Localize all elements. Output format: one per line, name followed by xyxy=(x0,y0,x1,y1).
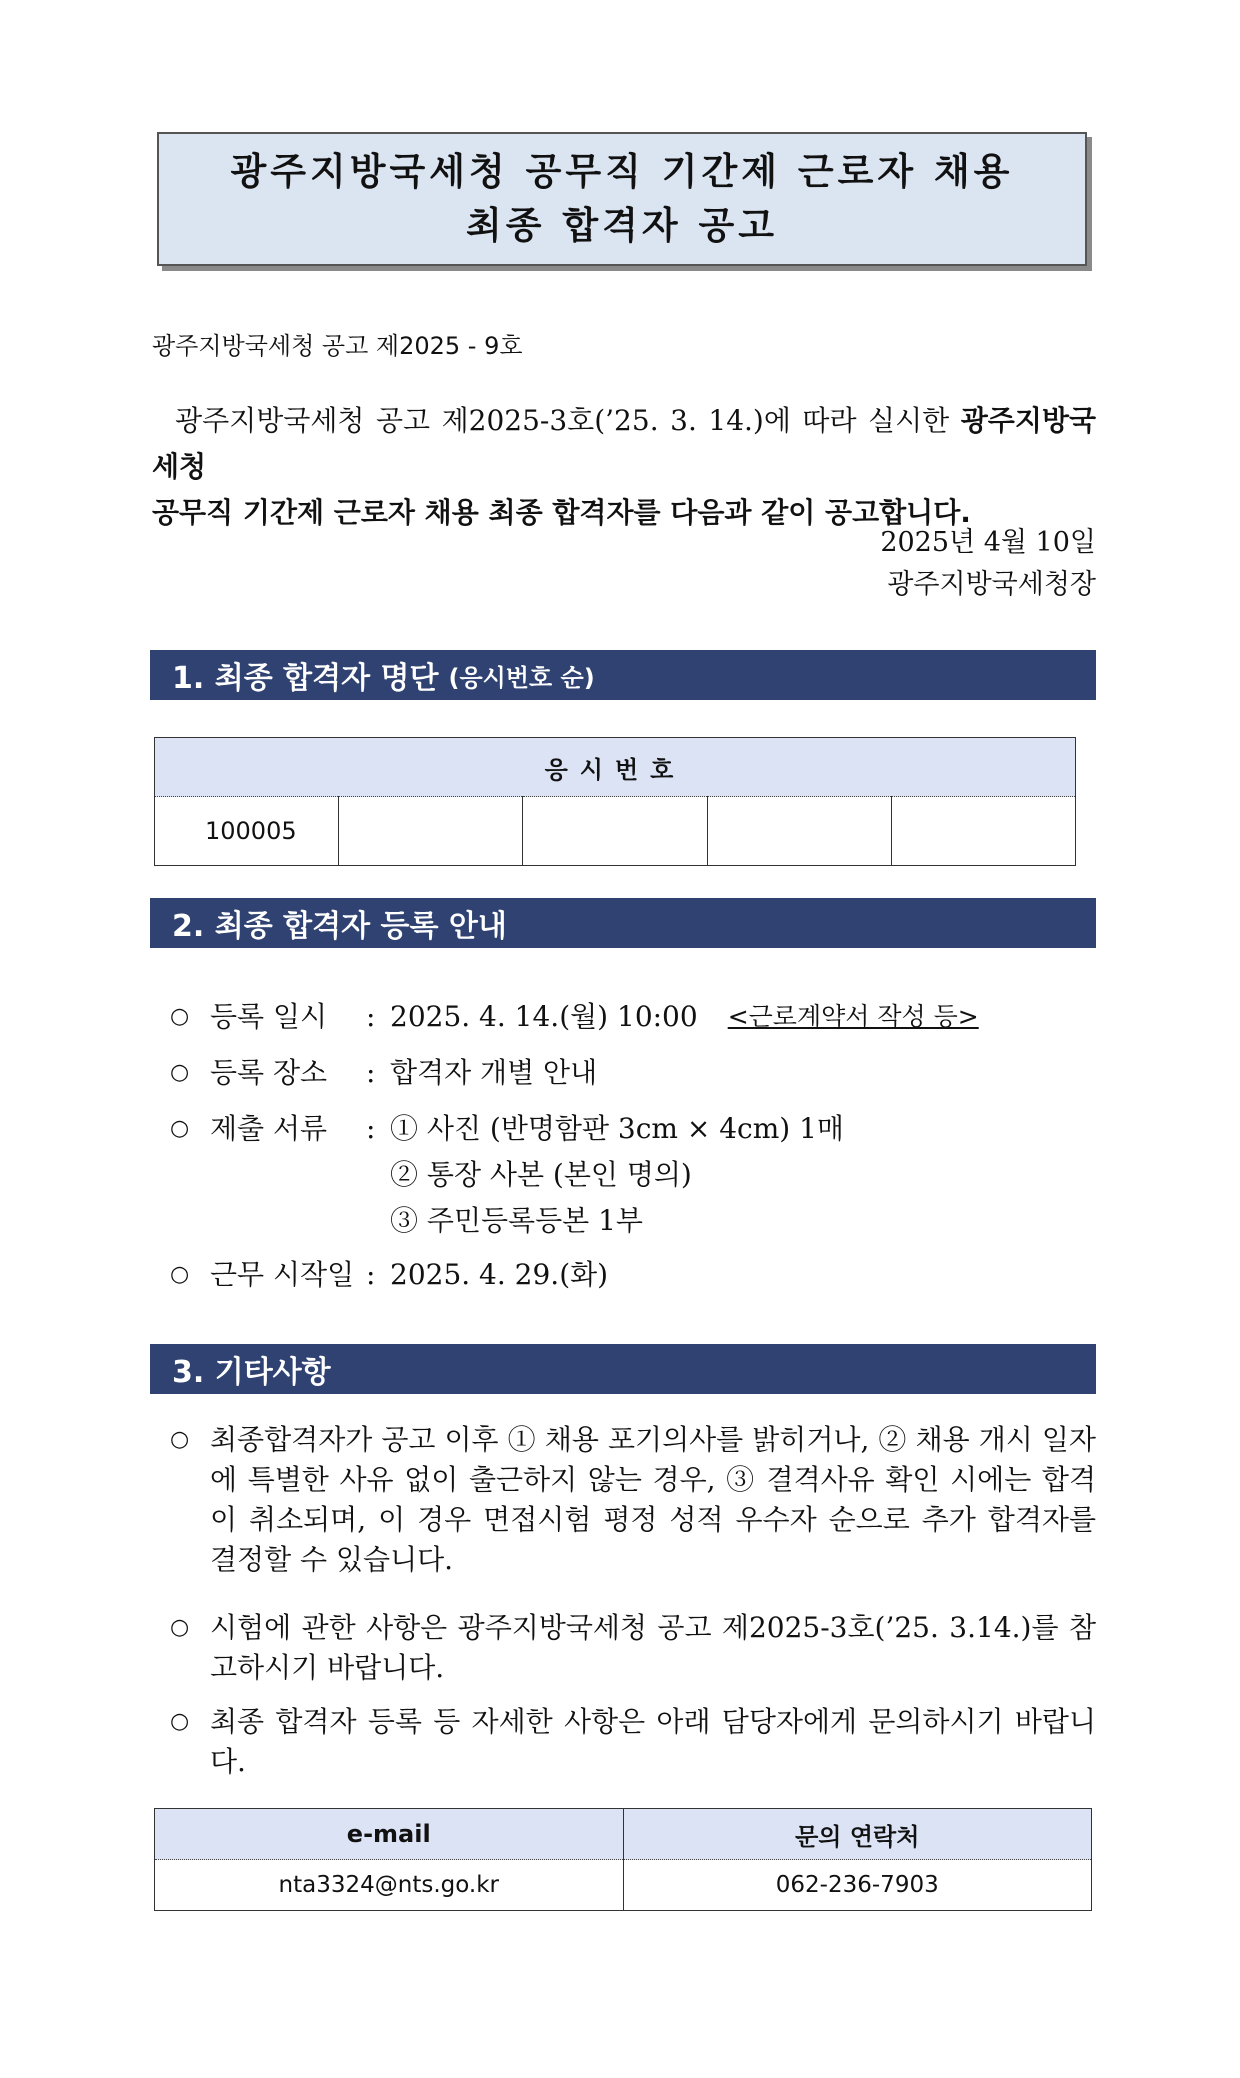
notice-paragraph xyxy=(170,1420,1096,1580)
document-item: ③ 주민등록등본 1부 xyxy=(390,1204,643,1237)
section-3-title: 3. 기타사항 xyxy=(172,1355,331,1390)
candidate-number-cell xyxy=(891,797,1075,866)
registration-date-value: 2025. 4. 14.(월) 10:00 xyxy=(390,1000,698,1033)
bullet-icon: ○ xyxy=(170,1262,190,1287)
registration-place-value: 합격자 개별 안내 xyxy=(390,1056,598,1089)
bullet-icon: ○ xyxy=(170,1004,190,1029)
notice-number: 광주지방국세청 공고 제2025 - 9호 xyxy=(152,332,523,360)
paragraph-text: 시험에 관한 사항은 광주지방국세청 공고 제2025-3호(’25. 3.14.)를 참고하시기 바랍니다. xyxy=(210,1611,1096,1684)
document-item: ② 통장 사본 (본인 명의) xyxy=(390,1158,692,1191)
list-item: ○ 제출 서류 : ① 사진 (반명함판 3cm × 4cm) 1매 ② 통장 사본 (본인 명의) ③ 주민등록등본 1부 xyxy=(170,1104,979,1244)
bullet-icon: ○ xyxy=(170,1116,190,1141)
notice-title-box xyxy=(157,132,1087,266)
candidate-number-cell: 100005 xyxy=(155,797,339,866)
work-start-value: 2025. 4. 29.(화) xyxy=(390,1258,609,1291)
list-item: ○ 근무 시작일 : 2025. 4. 29.(화) xyxy=(170,1250,979,1300)
document-item: ① 사진 (반명함판 3cm × 4cm) 1매 xyxy=(390,1112,844,1145)
table-row xyxy=(155,797,1076,866)
intro-bold-org: 광주지방국세청 xyxy=(152,404,1096,483)
intro-text: 광주지방국세청 공고 제2025-3호(’25. 3. 14.)에 따라 실시한 xyxy=(175,404,950,437)
registration-date-label: 등록 일시 xyxy=(210,1000,328,1033)
notice-title-line1: 광주지방국세청 공무직 기간제 근로자 채용 xyxy=(230,150,1014,193)
list-item: ○ 등록 일시 : 2025. 4. 14.(월) 10:00 <근로계약서 작성 등> xyxy=(170,992,979,1042)
contact-phone: 062-236-7903 xyxy=(623,1860,1092,1911)
registration-list xyxy=(170,992,979,1300)
candidate-number-table xyxy=(154,737,1076,866)
bullet-icon: ○ xyxy=(170,1427,190,1452)
registration-date-note: <근로계약서 작성 등> xyxy=(727,1002,979,1031)
notice-title-line2: 최종 합격자 공고 xyxy=(466,204,778,247)
email-header: e-mail xyxy=(155,1809,624,1860)
section-2-title: 2. 최종 합격자 등록 안내 xyxy=(172,909,507,944)
phone-header: 문의 연락처 xyxy=(623,1809,1092,1860)
section-1-subtitle: (응시번호 순) xyxy=(448,663,595,692)
bullet-icon: ○ xyxy=(170,1060,190,1085)
intro-bold-text: 공무직 기간제 근로자 채용 최종 합격자를 다음과 같이 공고합니다. xyxy=(152,496,971,529)
paragraph-text: 최종 합격자 등록 등 자세한 사항은 아래 담당자에게 문의하시기 바랍니다. xyxy=(210,1705,1096,1778)
issue-date: 2025년 4월 10일 xyxy=(880,527,1096,558)
section-header-2 xyxy=(150,898,1096,948)
section-header-1 xyxy=(150,650,1096,700)
issuer: 광주지방국세청장 xyxy=(887,569,1096,600)
section-1-title: 1. 최종 합격자 명단 xyxy=(172,661,439,696)
notice-paragraph xyxy=(170,1608,1096,1688)
work-start-label: 근무 시작일 xyxy=(210,1258,355,1291)
bullet-icon: ○ xyxy=(170,1709,190,1734)
contact-table xyxy=(154,1808,1092,1911)
notice-paragraph xyxy=(170,1702,1096,1782)
issue-block xyxy=(880,522,1096,606)
documents-label: 제출 서류 xyxy=(210,1112,328,1145)
bullet-icon: ○ xyxy=(170,1615,190,1640)
contact-email[interactable]: nta3324@nts.go.kr xyxy=(155,1860,624,1911)
section-header-3 xyxy=(150,1344,1096,1394)
candidate-number-cell xyxy=(523,797,707,866)
candidate-number-cell xyxy=(707,797,891,866)
list-item: ○ 등록 장소 : 합격자 개별 안내 xyxy=(170,1048,979,1098)
table-row xyxy=(155,1860,1092,1911)
candidate-number-header: 응시번호 xyxy=(155,738,1076,797)
registration-place-label: 등록 장소 xyxy=(210,1056,328,1089)
intro-paragraph xyxy=(152,398,1096,536)
paragraph-text: 최종합격자가 공고 이후 ① 채용 포기의사를 밝히거나, ② 채용 개시 일자에 특별한 사유 없이 출근하지 않는 경우, ③ 결격사유 확인 시에는 합격이 취소되며, 이 경우 면접시험 평정 성적 우수자 순으로 추가 합격자를 결정할 수 있습니다. xyxy=(210,1423,1096,1576)
candidate-number-cell xyxy=(339,797,523,866)
